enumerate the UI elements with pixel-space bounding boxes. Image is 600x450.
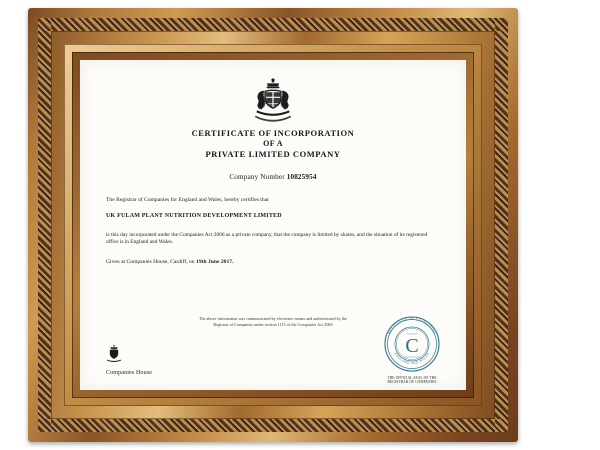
svg-text:ENGLAND AND WALES: ENGLAND AND WALES (393, 351, 431, 366)
certificate-footer (106, 312, 444, 385)
seal-caption-line-2: REGISTRAR OF COMPANIES (387, 380, 437, 385)
company-number-label: Company Number (229, 172, 285, 181)
svg-text:REGISTRAR OF COMPANIES: REGISTRAR OF COMPANIES (387, 316, 437, 335)
companies-house-logo (106, 344, 152, 376)
companies-house-wordmark: Companies House (106, 370, 153, 376)
registrar-statement: The Registrar of Companies for England and Wales, hereby certifies that (106, 196, 269, 203)
companies-house-crest-icon (106, 344, 122, 367)
company-name: UK FULAM PLANT NUTRITION DEVELOPMENT LIMITED (106, 212, 282, 219)
svg-text:C: C (405, 335, 419, 357)
official-seal (380, 312, 444, 385)
given-at-line (106, 259, 440, 267)
title-line-3: PRIVATE LIMITED COMPANY (205, 149, 341, 159)
picture-frame (28, 8, 518, 442)
given-prefix: Given at Companies House, Cardiff, on (106, 259, 197, 266)
company-number-value: 10825954 (286, 172, 317, 181)
authentication-note-line-1: The above information was communicated by electronic means and authenticated by the (198, 316, 348, 321)
royal-coat-of-arms-icon (106, 76, 440, 122)
authentication-note-line-2: Registrar of Companies under section 1115 of the Companies Act 2006 (213, 322, 333, 327)
title-line-1: CERTIFICATE OF INCORPORATION (191, 128, 355, 138)
company-number-row (106, 173, 440, 181)
title-line-2: OF A (263, 138, 283, 148)
certificate-title (106, 128, 440, 160)
incorporation-paragraph: is this day incorporated under the Companies Act 2006 as a private company, that the company is limited by shares, and the situation of its registered office is in England and Wales. (106, 231, 428, 245)
certificate-paper (80, 60, 466, 390)
seal-caption (366, 376, 458, 385)
given-date: 19th June 2017. (196, 259, 234, 266)
seal-caption-line-1: THE OFFICIAL SEAL OF THE (387, 375, 437, 380)
